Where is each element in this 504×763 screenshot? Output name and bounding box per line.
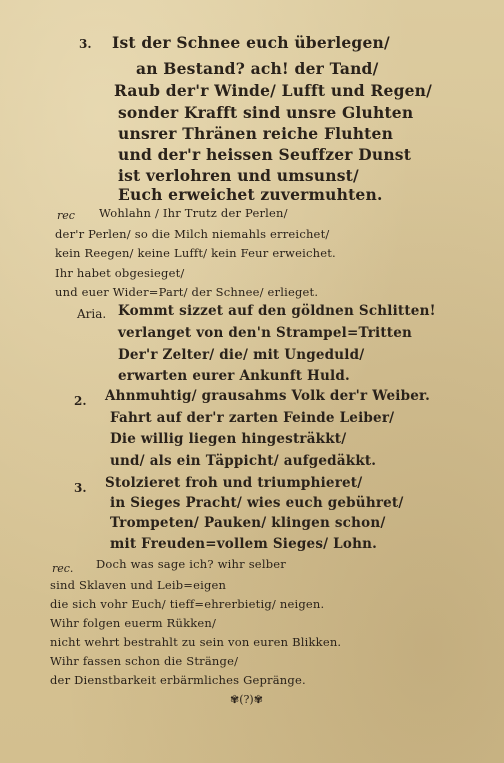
verse-line: Ist der Schnee euch überlegen/ [112, 33, 390, 52]
verse-line: Wihr folgen euerm Rükken/ [50, 616, 217, 630]
verse-line: und/ als ein Täppicht/ aufgedäkkt. [110, 453, 377, 469]
verse-line: Ahnmuhtig/ grausahms Volk der'r Weiber. [105, 388, 431, 404]
verse-line: sind Sklaven und Leib=eigen [50, 578, 227, 592]
aria-label: Aria. [77, 307, 107, 321]
verse-line: Kommt sizzet auf den göldnen Schlitten! [118, 303, 436, 319]
verse-line: Doch was sage ich? wihr selber [96, 557, 286, 571]
verse-line: kein Reegen/ keine Lufft/ kein Feur erweichet. [55, 246, 336, 260]
verse-line: an Bestand? ach! der Tand/ [136, 59, 379, 78]
verse-line: und der'r heissen Seuffzer Dunst [118, 145, 412, 164]
verse-line: Euch erweichet zuvermuhten. [118, 185, 383, 204]
verse-line: mit Freuden=vollem Sieges/ Lohn. [110, 536, 377, 552]
verse-line: Die willig liegen hingesträkkt/ [110, 431, 347, 447]
verse-line: nicht wehrt bestrahlt zu sein von euren Blikken. [50, 635, 342, 649]
stanza-number: 2. [74, 394, 87, 408]
verse-line: Raub der'r Winde/ Lufft und Regen/ [114, 81, 433, 100]
verse-line: Ihr habet obgesieget/ [55, 266, 185, 280]
signature-mark [230, 694, 263, 705]
verse-line: Wohlahn / Ihr Trutz der Perlen/ [99, 206, 288, 220]
stanza-number: 3. [74, 481, 87, 495]
verse-line: Trompeten/ Pauken/ klingen schon/ [110, 515, 386, 531]
recitative-label: rec. [52, 562, 74, 575]
verse-line: verlanget von den'n Strampel=Tritten [118, 325, 413, 341]
recitative-label: rec [57, 209, 75, 222]
verse-line: ist verlohren und umsunst/ [118, 166, 359, 185]
signature-text: (?) [239, 693, 254, 706]
verse-line: in Sieges Pracht/ wies euch gebühret/ [110, 495, 404, 511]
ornament-right-icon: ✾ [253, 693, 263, 706]
verse-line: der'r Perlen/ so die Milch niemahls erreichet/ [55, 227, 330, 241]
verse-line: die sich vohr Euch/ tieff=ehrerbietig/ neigen. [50, 597, 325, 611]
verse-line: Der'r Zelter/ die/ mit Ungeduld/ [118, 347, 365, 363]
verse-line: erwarten eurer Ankunft Huld. [118, 368, 350, 384]
verse-line: und euer Wider=Part/ der Schnee/ erlieget. [55, 285, 319, 299]
verse-line: Fahrt auf der'r zarten Feinde Leiber/ [110, 410, 395, 426]
verse-line: der Dienstbarkeit erbärmliches Gepränge. [50, 673, 306, 687]
stanza-number: 3. [79, 37, 92, 51]
verse-line: unsrer Thränen reiche Fluhten [118, 124, 394, 143]
verse-line: Wihr fassen schon die Stränge/ [50, 654, 239, 668]
verse-line: sonder Krafft sind unsre Gluhten [118, 103, 414, 122]
ornament-left-icon: ✾ [230, 693, 240, 706]
verse-line: Stolzieret froh und triumphieret/ [105, 475, 363, 491]
